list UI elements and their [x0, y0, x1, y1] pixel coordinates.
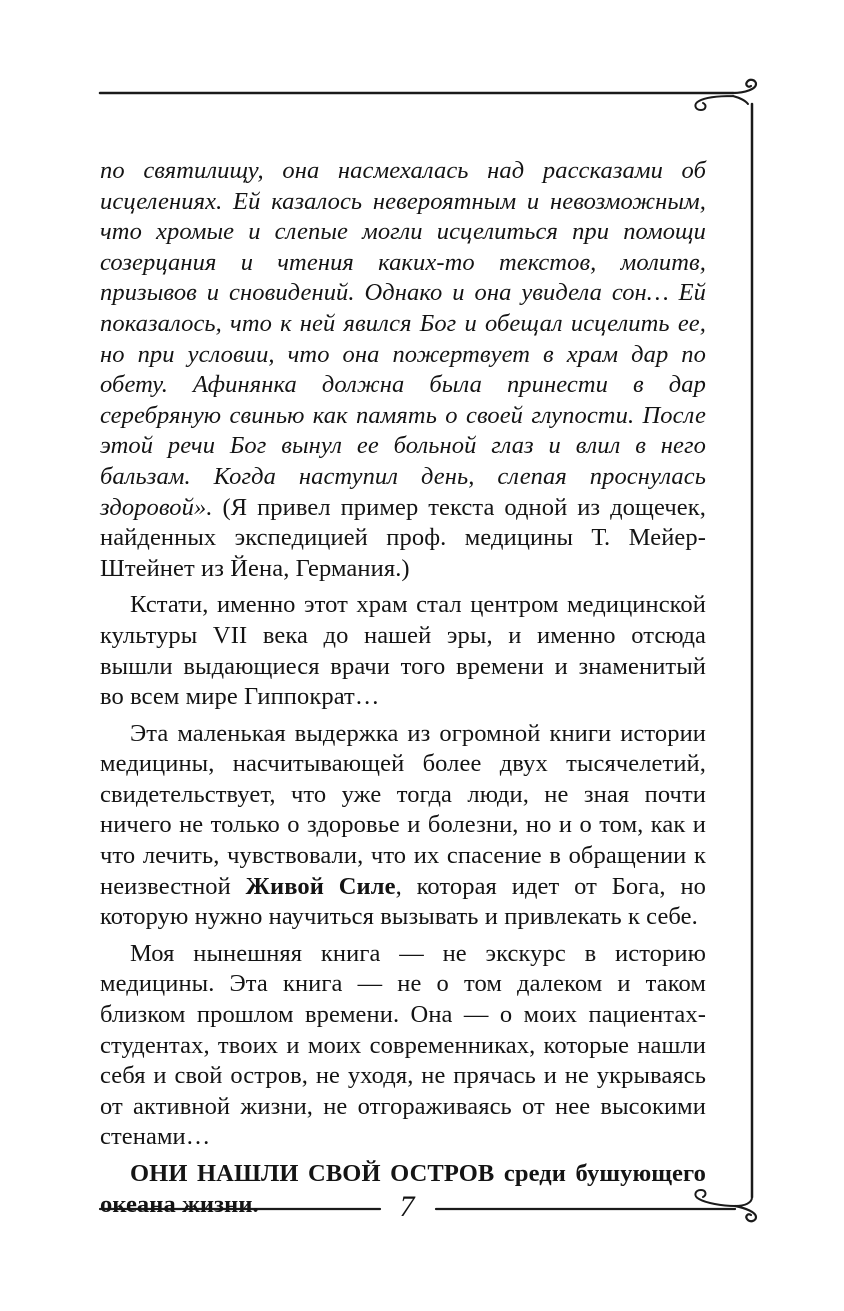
medicine-history-text-after: , которая идет от Бога, но которую нужно научиться вызывать и привлекать к себе.: [100, 872, 707, 931]
paragraph-medicine-history: [100, 719, 706, 933]
page-number: 7: [399, 1190, 415, 1223]
bottom-curl-ornament: [735, 1206, 756, 1221]
medicine-history-text-before: Эта маленькая выдержка из огромной книги истории медицины, насчитывающей более двух тысячелетий, свидетельствует, что уже тогда люди, не зная почти ничего не только о здоровье и болезни, но и о том, как и что лечить, чувствовали, что их спасение в обращении к неизвестной: [100, 719, 706, 900]
quote-source-note: (Я привел пример текста одной из дощечек, найденных экспедицией проф. медицины Т. Мейер-Штейнет из Йена, Германия.): [100, 493, 706, 582]
living-force-emphasis: Живой Силе: [245, 872, 396, 900]
quote-italic-text: по святилищу, она насмехалась над рассказами об исцелениях. Ей казалось невероятным и невозможным, что хромые и слепые могли исцелиться при помощи созерцания и чтения каких-то текстов, молитв, призывов и сновидений. Однако и она увидела сон… Ей показалось, что к ней явился Бог и обещал исцелить ее, но при условии, что она пожертвует в храм дар по обету. Афинянка должна была принести в дар серебряную свинью как память о своей глупости. После этой речи Бог вынул ее больной глаз и влил в него бальзам. Когда наступил день, слепая проснулась здоровой».: [100, 157, 706, 521]
paragraph-current-book: Моя нынешняя книга — не экскурс в историю медицины. Эта книга — не о том далеком и таком близком прошлом времени. Она — о моих пациентах-студентах, твоих и моих современниках, которые нашли себя и свой остров, не уходя, не прячась и не укрываясь от активной жизни, не отгораживаясь от нее высокими стенами…: [100, 939, 706, 1151]
paragraph-quote-continuation: [100, 156, 706, 584]
paragraph-temple-center: Кстати, именно этот храм стал центром медицинской культуры VII века до нашей эры, и именно отсюда вышли выдающиеся врачи того времени и знаменитый во всем мире Гиппократ…: [100, 591, 706, 711]
top-curl-ornament: [733, 80, 756, 93]
page-body-text: [100, 156, 706, 1226]
paragraph-closing-statement: ОНИ НАШЛИ СВОЙ ОСТРОВ среди бушующего океана жизни.: [100, 1160, 706, 1218]
top-scroll-ornament: [695, 96, 748, 110]
